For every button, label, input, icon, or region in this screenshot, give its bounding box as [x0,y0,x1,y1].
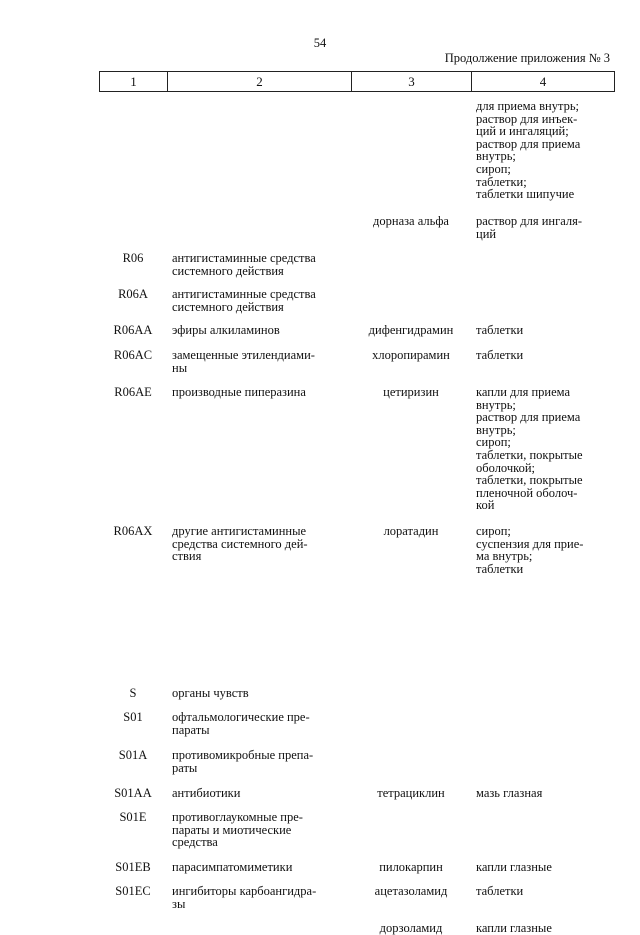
atc-code: R06A [118,287,148,301]
substance-name: лоратадин [383,524,439,538]
substance-name: пилокарпин [379,860,443,874]
group-name [172,811,350,849]
atc-code: S01 [123,710,143,724]
group-name-line: системного действия [172,263,284,278]
dosage-form-line: ций и ингаляций; [476,124,569,139]
dosage-form [476,100,616,201]
group-name [172,252,350,277]
dosage-form-line: оболочкой; [476,460,535,475]
column-header-1: 1 [100,72,168,92]
atc-code: R06AE [114,385,152,399]
atc-code: S01EC [115,884,151,898]
dosage-form [476,386,616,512]
group-name-line: средства системного дей- [172,536,308,551]
dosage-form-line: раствор для инъек- [476,111,578,126]
dosage-form [476,787,616,800]
atc-code: S [129,686,137,700]
page-number: 54 [313,36,327,50]
dosage-form [476,349,616,362]
dosage-form-line: таблетки; [476,174,527,189]
substance-name: дорзоламид [379,921,443,935]
substance-name: цетиризин [383,385,439,399]
dosage-form-line: капли для приема [476,385,571,399]
group-name [172,861,350,874]
dosage-form [476,922,616,935]
group-name-line: офтальмологические пре- [172,710,310,724]
dosage-form-line: суспензия для прие- [476,536,584,551]
dosage-form-line: капли глазные [476,860,552,874]
group-name-line: параты и миотические [172,822,292,837]
group-name-line: органы чувств [172,686,249,700]
atc-code: R06 [122,251,144,265]
group-name [172,885,350,910]
dosage-form-line: раствор для приема [476,410,581,425]
atc-code: S01E [119,810,147,824]
dosage-form-line: внутрь; [476,422,516,437]
group-name [172,711,350,736]
dosage-form-line: таблетки [476,884,524,898]
group-name-line: антибиотики [172,786,241,800]
dosage-form-line: капли глазные [476,921,552,935]
dosage-form-line: кой [476,498,495,513]
group-name-line: ствия [172,549,202,564]
group-name [172,687,350,700]
dosage-form-line: пленочной оболоч- [476,485,578,500]
group-name [172,324,350,337]
dosage-form-line: таблетки шипучие [476,187,575,202]
substance-name: ацетазоламид [374,884,448,898]
dosage-form-line: таблетки, покрытые [476,447,583,462]
dosage-form-line: таблетки, покрытые [476,473,583,488]
substance-name: тетрациклин [377,786,445,800]
dosage-form-line: раствор для ингаля- [476,214,583,228]
group-name [172,288,350,313]
dosage-form-line: раствор для приема [476,136,581,151]
group-name-line: противомикробные препа- [172,748,314,762]
dosage-form [476,324,616,337]
dosage-form-line: ций [476,226,497,241]
group-name-line: парасимпатомиметики [172,860,293,874]
group-name-line: ингибиторы карбоангидра- [172,884,317,898]
group-name-line: антигистаминные средства [172,251,316,265]
group-name-line: эфиры алкиламинов [172,323,280,337]
group-name [172,749,350,774]
dosage-form-line: сироп; [476,435,511,450]
atc-code: R06AX [113,524,153,538]
atc-code: S01EB [115,860,151,874]
group-name [172,525,350,563]
group-name-line: другие антигистаминные [172,524,307,538]
dosage-form-line: сироп; [476,524,511,538]
atc-code: R06AA [113,323,153,337]
group-name-line: системного действия [172,299,284,314]
dosage-form [476,861,616,874]
dosage-form-line: таблетки [476,348,524,362]
column-header-2: 2 [168,72,352,92]
atc-code: R06AC [113,348,153,362]
dosage-form-line: таблетки [476,323,524,337]
substance-name: дорназа альфа [373,214,449,228]
dosage-form-line: ма внутрь; [476,549,533,564]
dosage-form-line: внутрь; [476,397,516,412]
dosage-form [476,215,616,240]
dosage-form-line: сироп; [476,161,511,176]
group-name-line: зы [172,896,186,911]
dosage-form-line: внутрь; [476,149,516,164]
dosage-form-line: таблетки [476,561,524,576]
column-header-4: 4 [472,72,615,92]
group-name [172,787,350,800]
atc-code: S01A [118,748,148,762]
group-name-line: средства [172,835,218,850]
dosage-form [476,525,616,575]
group-name-line: замещенные этилендиами- [172,348,315,362]
group-name-line: раты [172,760,198,775]
column-header-3: 3 [352,72,472,92]
group-name [172,386,350,399]
group-name-line: параты [172,722,210,737]
group-name-line: антигистаминные средства [172,287,316,301]
dosage-form [476,885,616,898]
dosage-form-line: мазь глазная [476,786,543,800]
column-header-row [99,71,615,92]
group-name [172,349,350,374]
group-name-line: противоглаукомные пре- [172,810,303,824]
group-name-line: ны [172,360,188,375]
dosage-form-line: для приема внутрь; [476,99,580,113]
substance-name: хлоропирамин [372,348,450,362]
group-name-line: производные пиперазина [172,385,306,399]
substance-name: дифенгидрамин [368,323,454,337]
continuation-label: Продолжение приложения № 3 [444,51,610,65]
atc-code: S01AA [114,786,152,800]
